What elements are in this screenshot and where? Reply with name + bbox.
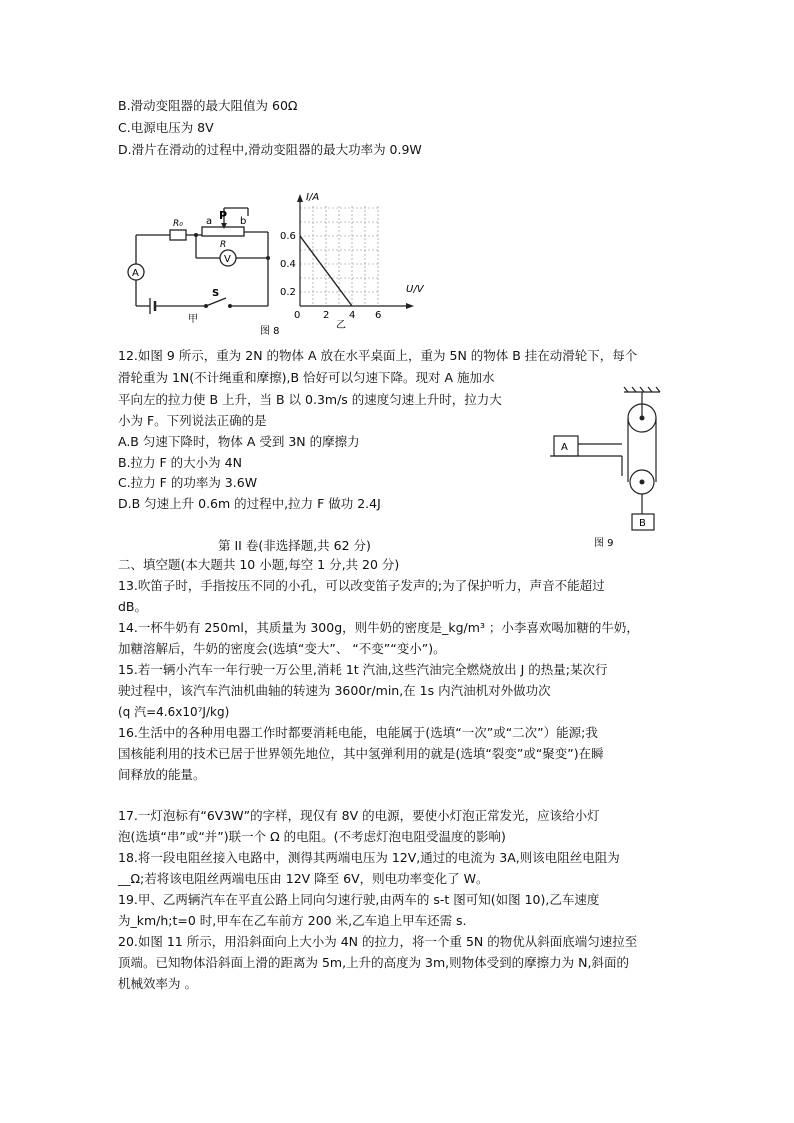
option-b-top: B.滑动变阻器的最大阻值为 60Ω bbox=[118, 98, 298, 113]
fill-blank-heading: 二、填空题(本大题共 10 小题,每空 1 分,共 20 分) bbox=[118, 557, 400, 572]
q12-option-a: A.B 匀速下降时，物体 A 受到 3N 的摩擦力 bbox=[118, 434, 360, 449]
circuit-diagram bbox=[128, 208, 268, 314]
q13-line-2: dB。 bbox=[118, 599, 148, 614]
label-b: b bbox=[240, 216, 247, 227]
x-tick-6: 6 bbox=[375, 310, 382, 321]
q12-line-2: 滑轮重为 1N(不计绳重和摩擦),B 恰好可以匀速下降。现对 A 施加水 bbox=[118, 370, 495, 385]
switch-s bbox=[206, 298, 226, 306]
q13-line-1: 13.吹笛子时，手指按压不同的小孔，可以改变笛子发声的;为了保护听力，声音不能超过 bbox=[118, 578, 605, 593]
fig9-label-b: B bbox=[639, 518, 646, 529]
figure-8 bbox=[118, 188, 438, 338]
q15-line-1: 15.若一辆小汽车一年行驶一万公里,消耗 1t 汽油,这些汽油完全燃烧放出 J 的热量;某次行 bbox=[118, 662, 608, 677]
q12-option-c: C.拉力 F 的功率为 3.6W bbox=[118, 475, 258, 490]
x-tick-0: 0 bbox=[294, 310, 301, 321]
q17-line-2: 泡(选填“串”或“并”)联一个 Ω 的电阻。(不考虑灯泡电阻受温度的影响) bbox=[118, 829, 506, 844]
label-jia: 甲 bbox=[188, 314, 198, 325]
option-d-top: D.滑片在滑动的过程中,滑动变阻器的最大功率为 0.9W bbox=[118, 142, 422, 157]
q12-line-3: 平向左的拉力使 B 上升，当 B 以 0.3m/s 的速度匀速上升时，拉力大 bbox=[118, 392, 502, 407]
label-r0: R₀ bbox=[173, 219, 183, 229]
q18-line-2: __Ω;若将该电阻丝两端电压由 12V 降至 6V，则电功率变化了 W。 bbox=[118, 871, 489, 886]
q12-option-b: B.拉力 F 的大小为 4N bbox=[118, 455, 242, 470]
label-v: V bbox=[224, 254, 231, 265]
y-tick-06: 0.6 bbox=[280, 231, 296, 242]
q18-line-1: 18.将一段电阻丝接入电路中，测得其两端电压为 12V,通过的电流为 3A,则该电阻丝电阻为 bbox=[118, 850, 620, 865]
q14-line-2: 加糖溶解后，牛奶的密度会(选填“变大”、 “不变”“变小”)。 bbox=[118, 641, 446, 656]
q19-line-2: 为_km/h;t=0 时,甲车在乙车前方 200 米,乙车追上甲车还需 s. bbox=[118, 913, 467, 928]
q16-line-1: 16.生活中的各种用电器工作时都要消耗电能，电能属于(选填“一次”或“二次”）能源;我 bbox=[118, 725, 598, 740]
label-s: S bbox=[212, 288, 220, 299]
figure-9 bbox=[548, 386, 678, 550]
q19-line-1: 19.甲、乙两辆汽车在平直公路上同向匀速行驶,由两车的 s-t 图可知(如图 10),乙车速度 bbox=[118, 892, 600, 907]
label-p: P bbox=[219, 209, 228, 222]
q16-line-2: 国核能利用的技术已居于世界领先地位，其中氢弹利用的就是(选填“裂变”或“聚变”)在瞬 bbox=[118, 746, 604, 761]
label-a: a bbox=[206, 216, 213, 227]
label-yi: 乙 bbox=[336, 320, 346, 331]
resistor-r0 bbox=[170, 230, 186, 240]
x-tick-4: 4 bbox=[349, 310, 356, 321]
y-axis-label: I/A bbox=[306, 192, 320, 203]
q15-line-2: 驶过程中，该汽车汽油机曲轴的转速为 3600r/min,在 1s 内汽油机对外做功次 bbox=[118, 683, 551, 698]
rheostat-r bbox=[202, 227, 244, 236]
part-2-title: 第 II 卷(非选择题,共 62 分) bbox=[218, 538, 371, 553]
label-ammeter: A bbox=[132, 268, 139, 279]
q20-line-3: 机械效率为 。 bbox=[118, 976, 197, 991]
q15-line-3: (q 汽=4.6x10⁷J/kg) bbox=[118, 705, 230, 719]
fig9-label-a: A bbox=[561, 442, 568, 453]
x-tick-2: 2 bbox=[323, 310, 330, 321]
q16-line-3: 间释放的能量。 bbox=[118, 767, 206, 782]
q12-line-1: 12.如图 9 所示，重为 2N 的物体 A 放在水平桌面上，重为 5N 的物体 B 挂在动滑轮下，每个 bbox=[118, 348, 638, 363]
iu-graph bbox=[297, 194, 414, 309]
q14-line-1: 14.一杯牛奶有 250ml，其质量为 300g，则牛奶的密度是_kg/m³ ；小李喜欢喝加糖的牛奶， bbox=[118, 620, 639, 635]
x-axis-label: U/V bbox=[406, 284, 424, 295]
q20-line-2: 顶端。已知物体沿斜面上滑的距离为 5m,上升的高度为 3m,则物体受到的摩擦力为 N,斜面的 bbox=[118, 955, 629, 970]
label-r: R bbox=[220, 240, 227, 250]
option-c-top: C.电源电压为 8V bbox=[118, 120, 214, 135]
q17-line-1: 17.一灯泡标有“6V3W”的字样，现仅有 8V 的电源，要使小灯泡正常发光，应该给小灯 bbox=[118, 808, 600, 823]
figure-8-caption: 图 8 bbox=[260, 326, 280, 337]
q12-line-4: 小为 F。下列说法正确的是 bbox=[118, 413, 267, 428]
y-tick-04: 0.4 bbox=[280, 259, 296, 270]
figure-9-caption: 图 9 bbox=[594, 538, 614, 549]
q12-option-d: D.B 匀速上升 0.6m 的过程中,拉力 F 做功 2.4J bbox=[118, 496, 381, 511]
q20-line-1: 20.如图 11 所示，用沿斜面向上大小为 4N 的拉力，将一个重 5N 的物优从斜面底端匀速拉至 bbox=[118, 934, 638, 949]
y-tick-02: 0.2 bbox=[280, 287, 296, 298]
